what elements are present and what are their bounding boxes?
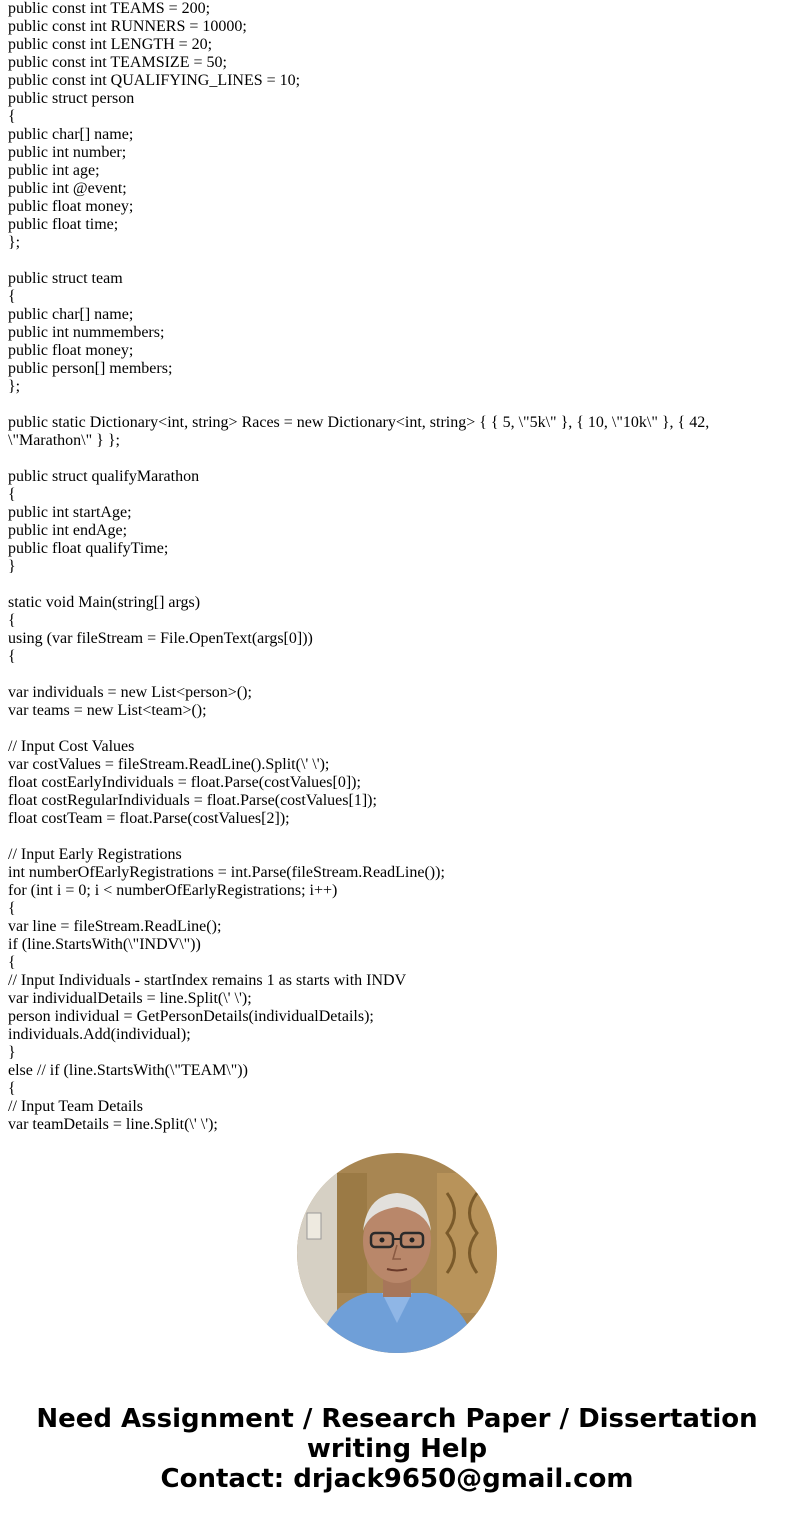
- code-line: [8, 828, 788, 846]
- code-line: };: [8, 378, 21, 395]
- code-line: using (var fileStream = File.OpenText(args[0])): [8, 630, 313, 647]
- code-line: {: [8, 648, 16, 665]
- code-line: {: [8, 108, 16, 125]
- code-line: if (line.StartsWith(\"INDV\")): [8, 936, 201, 953]
- code-listing: [8, 0, 788, 1134]
- code-line: static void Main(string[] args): [8, 594, 201, 611]
- code-line: var teams = new List<team>();: [8, 702, 207, 719]
- code-line: {: [8, 612, 16, 629]
- code-line: }: [8, 558, 16, 575]
- code-line: int numberOfEarlyRegistrations = int.Parse(fileStream.ReadLine());: [8, 864, 445, 881]
- code-line: public float money;: [8, 198, 134, 215]
- code-line: float costTeam = float.Parse(costValues[2]);: [8, 810, 290, 827]
- code-line: [8, 666, 788, 684]
- footer-banner: [0, 1404, 794, 1494]
- code-line: // Input Cost Values: [8, 738, 135, 755]
- code-line: public int endAge;: [8, 522, 128, 539]
- code-line: public struct qualifyMarathon: [8, 468, 200, 485]
- code-line: public char[] name;: [8, 306, 134, 323]
- code-line: [8, 720, 788, 738]
- code-line: public int nummembers;: [8, 324, 165, 341]
- code-line: public const int RUNNERS = 10000;: [8, 18, 247, 35]
- code-line: public float money;: [8, 342, 134, 359]
- code-line: [8, 252, 788, 270]
- code-line: public person[] members;: [8, 360, 173, 377]
- footer-line-2: writing Help: [306, 1434, 488, 1464]
- code-line: public const int LENGTH = 20;: [8, 36, 213, 53]
- code-line: float costEarlyIndividuals = float.Parse(costValues[0]);: [8, 774, 361, 791]
- code-line: public struct person: [8, 90, 135, 107]
- code-line: [8, 396, 788, 414]
- code-line: for (int i = 0; i < numberOfEarlyRegistrations; i++): [8, 882, 338, 899]
- code-line: var individuals = new List<person>();: [8, 684, 252, 701]
- code-line: {: [8, 900, 16, 917]
- code-line: // Input Early Registrations: [8, 846, 182, 863]
- code-line: public struct team: [8, 270, 123, 287]
- code-line: {: [8, 486, 16, 503]
- code-line: var line = fileStream.ReadLine();: [8, 918, 222, 935]
- footer-contact: Contact: drjack9650@gmail.com: [160, 1464, 634, 1494]
- code-line: var costValues = fileStream.ReadLine().Split(\' \');: [8, 756, 330, 773]
- code-line: [8, 450, 788, 468]
- code-line: public const int TEAMSIZE = 50;: [8, 54, 227, 71]
- code-line: individuals.Add(individual);: [8, 1026, 191, 1043]
- code-line: // Input Individuals - startIndex remains 1 as starts with INDV: [8, 972, 407, 989]
- code-line: public static Dictionary<int, string> Races = new Dictionary<int, string> { { 5, \"5k\" }, { 10, \"10k\" }, { 42, \"Marathon\" } };: [8, 414, 714, 449]
- code-line: {: [8, 954, 16, 971]
- code-line: public const int TEAMS = 200;: [8, 0, 211, 17]
- author-photo: [297, 1153, 497, 1353]
- code-line: public char[] name;: [8, 126, 134, 143]
- code-line: public int age;: [8, 162, 100, 179]
- code-line: public const int QUALIFYING_LINES = 10;: [8, 72, 301, 89]
- code-line: // Input Team Details: [8, 1098, 143, 1115]
- code-line: var individualDetails = line.Split(\' \');: [8, 990, 252, 1007]
- code-line: [8, 576, 788, 594]
- person-portrait-icon: [297, 1153, 497, 1353]
- code-line: }: [8, 1044, 16, 1061]
- footer-line-1: Need Assignment / Research Paper / Dissertation: [36, 1404, 758, 1434]
- code-line: public float time;: [8, 216, 119, 233]
- code-line: {: [8, 1080, 16, 1097]
- code-line: else // if (line.StartsWith(\"TEAM\")): [8, 1062, 248, 1079]
- code-line: public int startAge;: [8, 504, 132, 521]
- code-line: public int number;: [8, 144, 127, 161]
- code-line: float costRegularIndividuals = float.Parse(costValues[1]);: [8, 792, 377, 809]
- code-line: };: [8, 234, 21, 251]
- code-line: public float qualifyTime;: [8, 540, 169, 557]
- code-line: public int @event;: [8, 180, 127, 197]
- code-line: var teamDetails = line.Split(\' \');: [8, 1116, 218, 1133]
- code-line: {: [8, 288, 16, 305]
- code-line: person individual = GetPersonDetails(individualDetails);: [8, 1008, 374, 1025]
